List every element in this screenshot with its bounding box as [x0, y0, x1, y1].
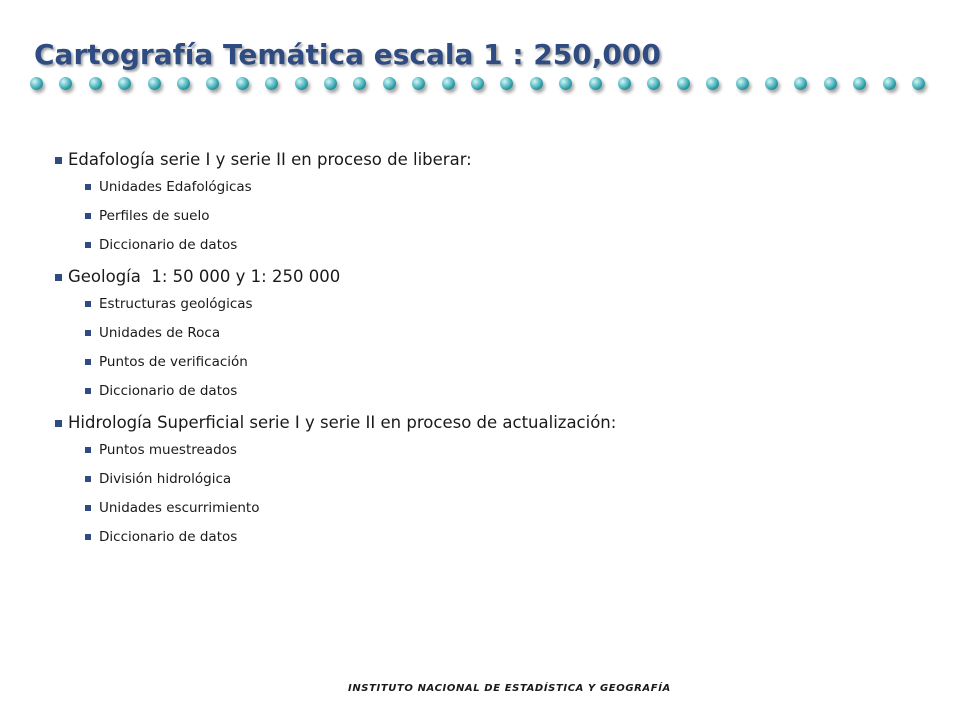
decorative-dot [912, 77, 925, 90]
list-item-text: Unidades de Roca [99, 325, 221, 341]
list-item-text: Puntos de verificación [99, 354, 248, 370]
square-bullet-icon [55, 157, 62, 164]
square-bullet-icon [55, 274, 62, 281]
square-bullet-icon [85, 301, 91, 307]
decorative-dot [559, 77, 572, 90]
square-bullet-icon [85, 242, 91, 248]
decorative-dot [765, 77, 778, 90]
square-bullet-icon [85, 505, 91, 511]
list-item-text: Unidades Edafológicas [99, 179, 252, 195]
list-item-text: Unidades escurrimiento [99, 500, 260, 516]
list-item [55, 206, 935, 226]
decorative-dot [118, 77, 131, 90]
section-heading-edafologia [55, 148, 935, 172]
decorative-dot [89, 77, 102, 90]
decorative-dot [500, 77, 513, 90]
list-item [55, 323, 935, 343]
section-heading-hidrologia [55, 411, 935, 435]
square-bullet-icon [85, 534, 91, 540]
section-heading-text: Hidrología Superficial serie I y serie II en proceso de actualización: [68, 413, 617, 432]
square-bullet-icon [85, 359, 91, 365]
decorative-dot [324, 77, 337, 90]
bullet-list [55, 148, 935, 556]
decorative-dot [647, 77, 660, 90]
square-bullet-icon [85, 476, 91, 482]
decorative-dot [265, 77, 278, 90]
decorative-dot [736, 77, 749, 90]
decorative-dot [412, 77, 425, 90]
list-item [55, 381, 935, 401]
section-heading-geologia [55, 265, 935, 289]
list-item [55, 294, 935, 314]
section-heading-text: Edafología serie I y serie II en proceso de liberar: [68, 150, 472, 169]
slide-title: Cartografía Temática escala 1 : 250,000 [34, 38, 661, 71]
decorative-dot [471, 77, 484, 90]
decorative-dot [177, 77, 190, 90]
institution-footer: INSTITUTO NACIONAL DE ESTADÍSTICA Y GEOGRAFÍA [348, 683, 671, 694]
decorative-dot [236, 77, 249, 90]
list-item-text: Estructuras geológicas [99, 296, 253, 312]
decorative-dot [530, 77, 543, 90]
list-item [55, 469, 935, 489]
decorative-dot [706, 77, 719, 90]
square-bullet-icon [85, 213, 91, 219]
list-item-text: Puntos muestreados [99, 442, 237, 458]
decorative-dot [677, 77, 690, 90]
list-item-text: División hidrológica [99, 471, 232, 487]
decorative-dot [148, 77, 161, 90]
decorative-dot [295, 77, 308, 90]
list-item-text: Perfiles de suelo [99, 208, 210, 224]
decorative-dot [883, 77, 896, 90]
decorative-dot [589, 77, 602, 90]
decorative-dot [206, 77, 219, 90]
square-bullet-icon [55, 420, 62, 427]
list-item-text: Diccionario de datos [99, 383, 238, 399]
decorative-dot [30, 77, 43, 90]
decorative-dot [442, 77, 455, 90]
square-bullet-icon [85, 447, 91, 453]
decorative-dot [824, 77, 837, 90]
list-item [55, 440, 935, 460]
decorative-dot [383, 77, 396, 90]
decorative-dot [353, 77, 366, 90]
square-bullet-icon [85, 184, 91, 190]
list-item-text: Diccionario de datos [99, 529, 238, 545]
decorative-dot [59, 77, 72, 90]
section-heading-text: Geología 1: 50 000 y 1: 250 000 [68, 267, 341, 286]
list-item [55, 235, 935, 255]
list-item [55, 352, 935, 372]
square-bullet-icon [85, 330, 91, 336]
list-item [55, 498, 935, 518]
list-item-text: Diccionario de datos [99, 237, 238, 253]
list-item [55, 527, 935, 547]
decorative-dot [618, 77, 631, 90]
square-bullet-icon [85, 388, 91, 394]
list-item [55, 177, 935, 197]
decorative-dot [794, 77, 807, 90]
decorative-dot [853, 77, 866, 90]
decorative-dot-row [30, 77, 940, 97]
